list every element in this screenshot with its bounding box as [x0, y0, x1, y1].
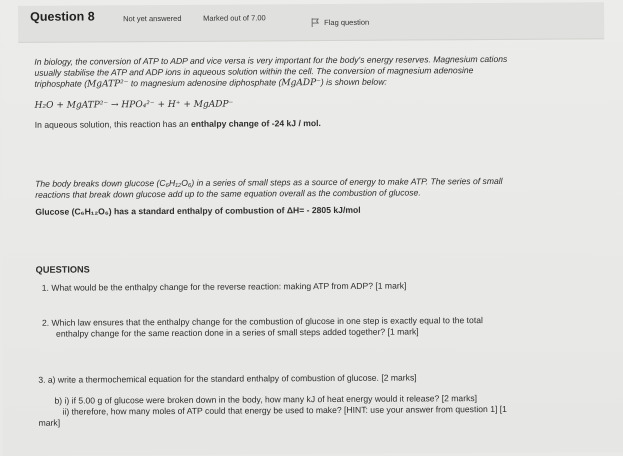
question-header — [18, 2, 604, 43]
answer-status: Not yet answered — [123, 13, 182, 24]
flag-icon — [311, 18, 320, 27]
question-3b-i: b) i) if 5.00 g of glucose were broken down in the body, how many kJ of heat energy would it release? [2 marks] — [54, 393, 478, 406]
question-1: 1. What would be the enthalpy change for the reverse reaction: making ATP from ADP? [1 mark] — [41, 280, 407, 293]
glucose-line-1: The body breaks down glucose (C₆H₁₂O₆) in a series of small steps as a source of energy to make ATP. The series of small — [35, 175, 503, 189]
question-2-line-2: enthalpy change for the same reaction done in a series of small steps added together? [1 mark] — [56, 326, 419, 339]
glucose-enthalpy: Glucose (C₆H₁₂O₆) has a standard enthalpy of combustion of ΔH= - 2805 kJ/mol — [35, 204, 361, 217]
question-3b-ii-end: mark] — [38, 417, 61, 428]
intro-line-3: triphosphate (MgATP²⁻ to magnesium adenosine diphosphate (MgADP⁻) is shown below: — [34, 76, 387, 90]
reaction-equation: H₂O + MgATP²⁻ → HPO₄²⁻ + H⁺ + MgADP⁻ — [34, 99, 234, 111]
question-3a: 3. a) write a thermochemical equation for the standard enthalpy of combustion of glucose. [2 marks] — [38, 372, 417, 385]
question-title: Question 8 — [30, 9, 95, 24]
flag-question-label: Flag question — [324, 17, 370, 28]
question-3b-ii: ii) therefore, how many moles of ATP could that energy be used to make? [HINT: use your answer from question 1] [1 — [62, 403, 507, 417]
marks-info: Marked out of 7.00 — [203, 13, 266, 23]
glucose-line-2: reactions that break down glucose add up to the same equation overall as the combustion of glucose. — [35, 187, 421, 200]
intro-line-1: In biology, the conversion of ATP to ADP and vice versa is very important for the body's energy reserves. Magnesium cations — [34, 53, 508, 67]
question-2-line-1: 2. Which law ensures that the enthalpy change for the combustion of glucose in one step is exactly equal to the total — [41, 315, 483, 328]
intro-line-2: usually stabilise the ATP and ADP ions in aqueous solution within the cell. The conversion of magnesium adenosine — [34, 65, 474, 78]
questions-heading: QUESTIONS — [35, 264, 90, 275]
flag-question-button[interactable] — [311, 18, 369, 27]
enthalpy-statement: In aqueous solution, this reaction has an enthalpy change of -24 kJ / mol. — [34, 118, 321, 130]
